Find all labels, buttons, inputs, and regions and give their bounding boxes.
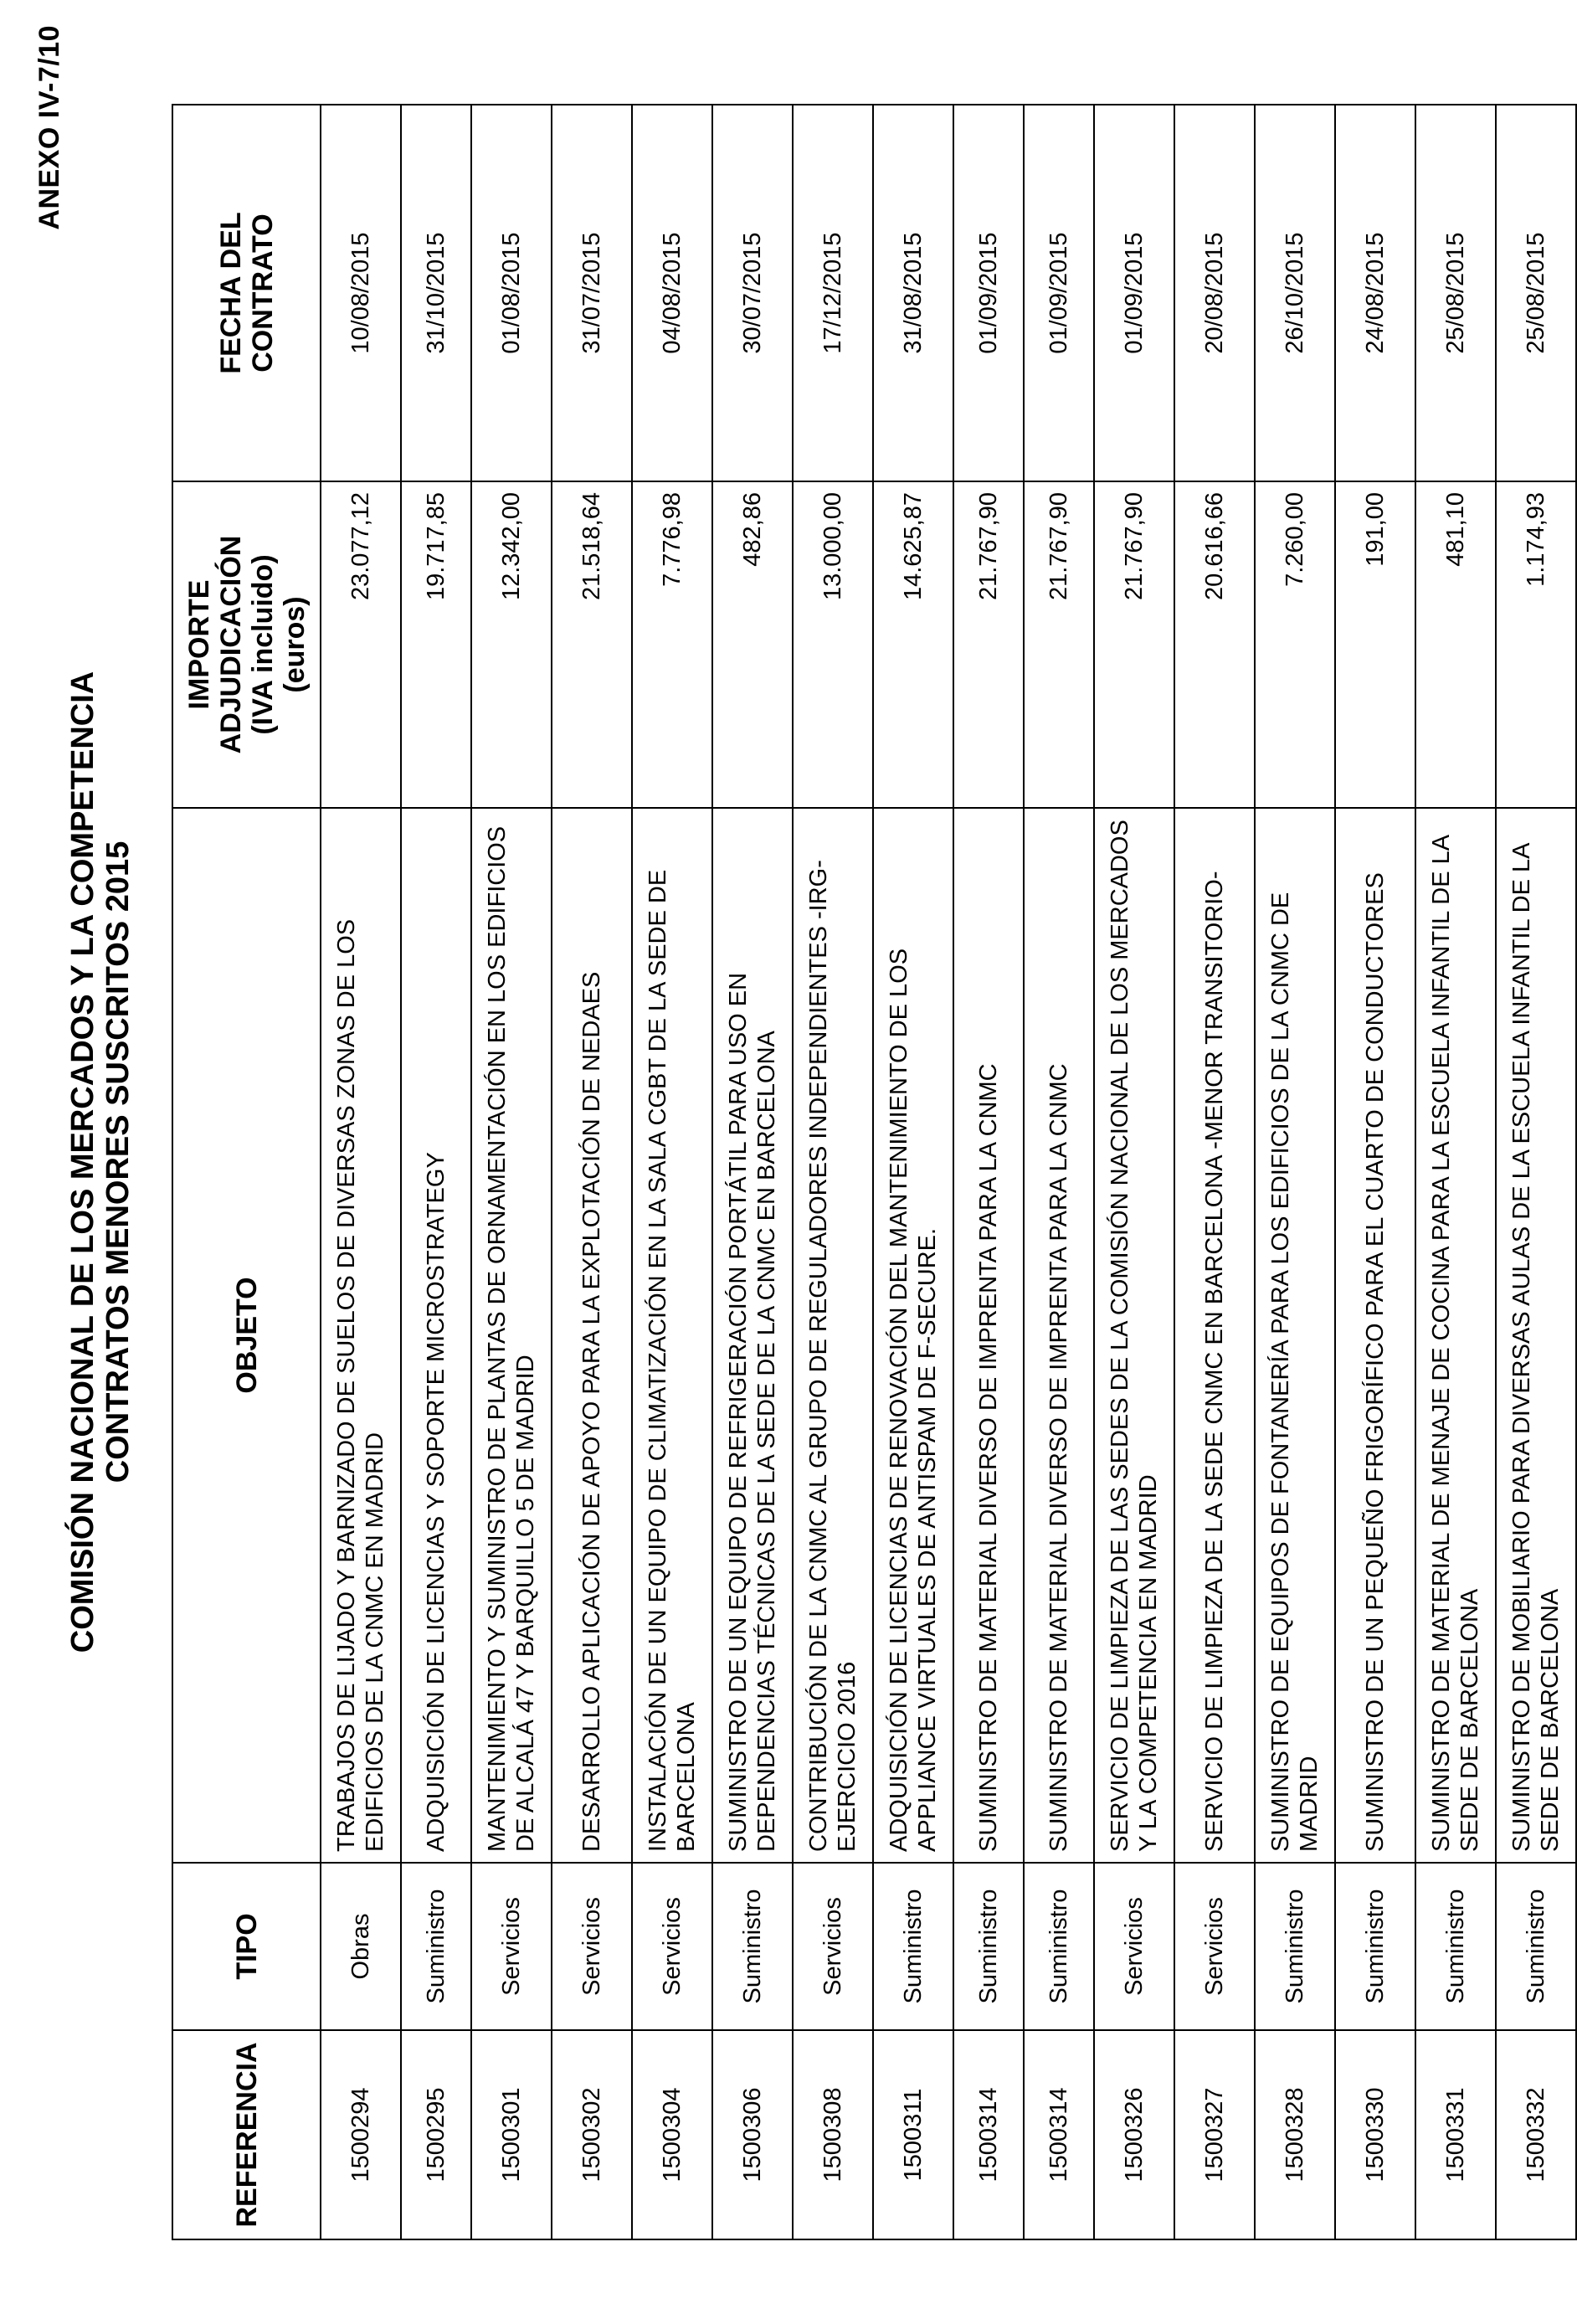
cell-referencia: 1500302 [552, 2030, 632, 2239]
cell-objeto: SERVICIO DE LIMPIEZA DE LA SEDE CNMC EN BARCELONA -MENOR TRANSITORIO- [1174, 808, 1255, 1863]
cell-importe: 21.767,90 [1094, 481, 1174, 808]
header-importe-line4: (euros) [278, 596, 311, 693]
contracts-table [172, 104, 1577, 2240]
cell-tipo: Servicios [793, 1863, 873, 2030]
cell-referencia: 1500301 [471, 2030, 552, 2239]
cell-importe: 482,86 [712, 481, 793, 808]
table-row [1415, 105, 1496, 2239]
cell-tipo: Suministro [1496, 1863, 1576, 2030]
table-row [712, 105, 793, 2239]
cell-tipo: Suministro [1415, 1863, 1496, 2030]
header-importe-line2: ADJUDICACIÓN [214, 535, 247, 754]
table-row [632, 105, 712, 2239]
cell-referencia: 1500311 [873, 2030, 953, 2239]
cell-referencia: 1500332 [1496, 2030, 1576, 2239]
cell-referencia: 1500327 [1174, 2030, 1255, 2239]
cell-fecha: 01/09/2015 [1094, 105, 1174, 481]
header-fecha-line1: FECHA DEL [214, 212, 247, 374]
cell-referencia: 1500314 [953, 2030, 1024, 2239]
title-subtitle: CONTRATOS MENORES SUSCRITOS 2015 [100, 841, 136, 1483]
title-block [65, 0, 136, 2324]
cell-referencia: 1500306 [712, 2030, 793, 2239]
cell-referencia: 1500328 [1255, 2030, 1335, 2239]
cell-objeto: INSTALACIÓN DE UN EQUIPO DE CLIMATIZACIÓN EN LA SALA CGBT DE LA SEDE DE BARCELONA [632, 808, 712, 1863]
cell-objeto: SUMINISTRO DE MOBILIARIO PARA DIVERSAS AULAS DE LA ESCUELA INFANTIL DE LA SEDE DE BARCELONA [1496, 808, 1576, 1863]
cell-fecha: 10/08/2015 [321, 105, 401, 481]
cell-fecha: 30/07/2015 [712, 105, 793, 481]
cell-importe: 21.518,64 [552, 481, 632, 808]
header-importe [172, 481, 321, 808]
cell-importe: 481,10 [1415, 481, 1496, 808]
cell-importe: 21.767,90 [953, 481, 1024, 808]
cell-objeto: SUMINISTRO DE UN EQUIPO DE REFRIGERACIÓN PORTÁTIL PARA USO EN DEPENDENCIAS TÉCNICAS DE LA SEDE DE LA CNMC EN BARCELONA [712, 808, 793, 1863]
cell-tipo: Suministro [1024, 1863, 1094, 2030]
cell-objeto: ADQUISICIÓN DE LICENCIAS DE RENOVACIÓN DEL MANTENIMIENTO DE LOS APPLIANCE VIRTUALES DE ANTISPAM DE F-SECURE. [873, 808, 953, 1863]
cell-importe: 20.616,66 [1174, 481, 1255, 808]
cell-tipo: Servicios [471, 1863, 552, 2030]
annex-label: ANEXO IV-7/10 [33, 25, 65, 230]
cell-fecha: 26/10/2015 [1255, 105, 1335, 481]
header-fecha [172, 105, 321, 481]
cell-objeto: SUMINISTRO DE UN PEQUEÑO FRIGORÍFICO PARA EL CUARTO DE CONDUCTORES [1335, 808, 1415, 1863]
table-row [793, 105, 873, 2239]
table-row [1255, 105, 1335, 2239]
table-row [321, 105, 401, 2239]
cell-objeto: SUMINISTRO DE MATERIAL DE MENAJE DE COCINA PARA LA ESCUELA INFANTIL DE LA SEDE DE BARCELONA [1415, 808, 1496, 1863]
cell-referencia: 1500294 [321, 2030, 401, 2239]
cell-importe: 23.077,12 [321, 481, 401, 808]
cell-objeto: DESARROLLO APLICACIÓN DE APOYO PARA LA EXPLOTACIÓN DE NEDAES [552, 808, 632, 1863]
table-row [873, 105, 953, 2239]
cell-objeto: MANTENIMIENTO Y SUMINISTRO DE PLANTAS DE ORNAMENTACIÓN EN LOS EDIFICIOS DE ALCALÁ 47 Y BARQUILLO 5 DE MADRID [471, 808, 552, 1863]
cell-tipo: Servicios [552, 1863, 632, 2030]
cell-fecha: 04/08/2015 [632, 105, 712, 481]
cell-tipo: Suministro [712, 1863, 793, 2030]
table-row [1335, 105, 1415, 2239]
cell-objeto: TRABAJOS DE LIJADO Y BARNIZADO DE SUELOS DE DIVERSAS ZONAS DE LOS EDIFICIOS DE LA CNMC EN MADRID [321, 808, 401, 1863]
cell-fecha: 01/09/2015 [953, 105, 1024, 481]
cell-fecha: 01/09/2015 [1024, 105, 1094, 481]
cell-fecha: 31/08/2015 [873, 105, 953, 481]
table-row [552, 105, 632, 2239]
cell-referencia: 1500330 [1335, 2030, 1415, 2239]
header-tipo: TIPO [172, 1863, 321, 2030]
table-row [953, 105, 1024, 2239]
cell-referencia: 1500308 [793, 2030, 873, 2239]
table-row [401, 105, 471, 2239]
cell-tipo: Suministro [1335, 1863, 1415, 2030]
header-importe-line1: IMPORTE [182, 579, 215, 710]
cell-tipo: Suministro [873, 1863, 953, 2030]
header-row [172, 105, 321, 2239]
cell-fecha: 24/08/2015 [1335, 105, 1415, 481]
cell-objeto: SUMINISTRO DE EQUIPOS DE FONTANERÍA PARA LOS EDIFICIOS DE LA CNMC DE MADRID [1255, 808, 1335, 1863]
cell-importe: 191,00 [1335, 481, 1415, 808]
cell-tipo: Servicios [632, 1863, 712, 2030]
header-fecha-line2: CONTRATO [246, 213, 279, 373]
cell-fecha: 25/08/2015 [1496, 105, 1576, 481]
cell-importe: 21.767,90 [1024, 481, 1094, 808]
cell-tipo: Suministro [401, 1863, 471, 2030]
table-row [1094, 105, 1174, 2239]
cell-fecha: 17/12/2015 [793, 105, 873, 481]
cell-referencia: 1500331 [1415, 2030, 1496, 2239]
table-row [1174, 105, 1255, 2239]
table-row [1496, 105, 1576, 2239]
cell-fecha: 01/08/2015 [471, 105, 552, 481]
cell-objeto: SUMINISTRO DE MATERIAL DIVERSO DE IMPRENTA PARA LA CNMC [1024, 808, 1094, 1863]
cell-importe: 7.260,00 [1255, 481, 1335, 808]
cell-fecha: 25/08/2015 [1415, 105, 1496, 481]
cell-tipo: Suministro [1255, 1863, 1335, 2030]
cell-tipo: Servicios [1174, 1863, 1255, 2030]
cell-importe: 14.625,87 [873, 481, 953, 808]
cell-importe: 7.776,98 [632, 481, 712, 808]
header-referencia: REFERENCIA [172, 2030, 321, 2239]
cell-tipo: Servicios [1094, 1863, 1174, 2030]
cell-importe: 12.342,00 [471, 481, 552, 808]
cell-tipo: Suministro [953, 1863, 1024, 2030]
cell-fecha: 31/10/2015 [401, 105, 471, 481]
cell-importe: 13.000,00 [793, 481, 873, 808]
title-organization: COMISIÓN NACIONAL DE LOS MERCADOS Y LA COMPETENCIA [65, 671, 100, 1653]
cell-objeto: SERVICIO DE LIMPIEZA DE LAS SEDES DE LA COMISIÓN NACIONAL DE LOS MERCADOS Y LA COMPETENCIA EN MADRID [1094, 808, 1174, 1863]
cell-referencia: 1500326 [1094, 2030, 1174, 2239]
header-importe-line3: (IVA incluido) [246, 554, 279, 735]
cell-objeto: ADQUISICIÓN DE LICENCIAS Y SOPORTE MICROSTRATEGY [401, 808, 471, 1863]
cell-tipo: Obras [321, 1863, 401, 2030]
cell-referencia: 1500314 [1024, 2030, 1094, 2239]
cell-importe: 19.717,85 [401, 481, 471, 808]
cell-objeto: SUMINISTRO DE MATERIAL DIVERSO DE IMPRENTA PARA LA CNMC [953, 808, 1024, 1863]
cell-importe: 1.174,93 [1496, 481, 1576, 808]
cell-referencia: 1500304 [632, 2030, 712, 2239]
cell-fecha: 20/08/2015 [1174, 105, 1255, 481]
table-row [471, 105, 552, 2239]
cell-referencia: 1500295 [401, 2030, 471, 2239]
header-objeto: OBJETO [172, 808, 321, 1863]
cell-fecha: 31/07/2015 [552, 105, 632, 481]
cell-objeto: CONTRIBUCIÓN DE LA CNMC AL GRUPO DE REGULADORES INDEPENDIENTES -IRG- EJERCICIO 2016 [793, 808, 873, 1863]
table-row [1024, 105, 1094, 2239]
